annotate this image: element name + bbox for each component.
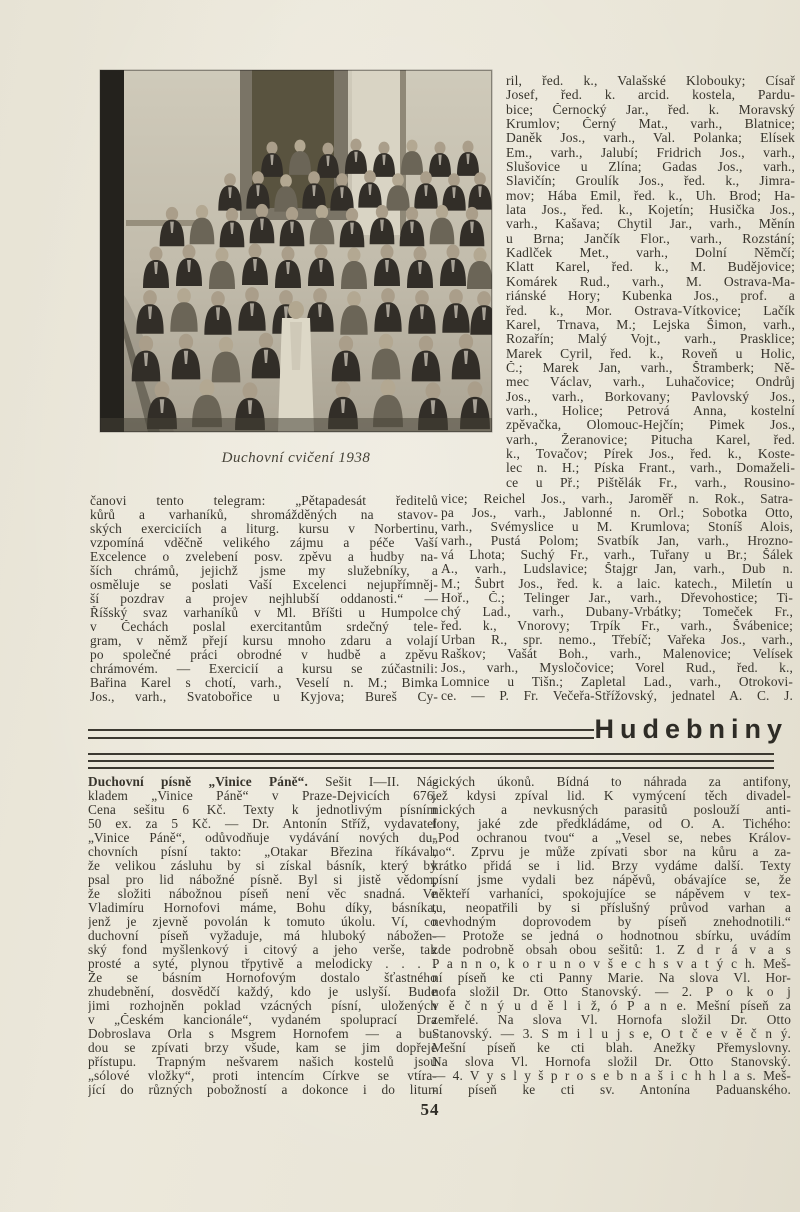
text-line: někteří varhaníci, spokojujíce se nápěvem v tex- [432, 887, 791, 901]
top-right-column [506, 74, 795, 490]
text-line: ce u Př.; Pištělák Fr., varh., Rousino- [506, 475, 795, 490]
text-line: k., Tovačov; Pírek Jos., řed. k., Koste- [506, 446, 795, 461]
text-line: riánské Hory; Kubenka Jos., prof. a [506, 289, 795, 304]
text-line: Stanovský. — 3. S m i l u j s e, O t č e v ě č n ý. [432, 1027, 791, 1041]
text-line: tu, neopatřili by si příslušný průvod varhan a [432, 901, 791, 915]
text-line: — Protože se jedná o hodnotnou sbírku, uvádím [432, 929, 791, 943]
mid-left-column [90, 494, 438, 704]
text-line: Na slova Vl. Hornofa složil Dr. Otto Stanovský. [432, 1055, 791, 1069]
text-line: varh., Kašava; Chytil Jar., varh., Měnín [506, 217, 795, 232]
text-line: Daněk Jos., varh., Val. Polanka; Elísek [506, 131, 795, 146]
text-line: u Brna; Jančík Flor., varh., Rozstání; [506, 231, 795, 246]
text-line: kladem „Vinice Páně“ v Praze-Dejvicích 676. [88, 789, 437, 803]
text-line: jimi rozhojněn poklad vzácných písní, uložených [88, 999, 437, 1013]
text-line: varh., Svémyslice u M. Krumlova; Stoníš Alois, [441, 520, 793, 535]
text-line: „Pod ochranou tvou“ a „Vesel se, nebes Králov- [432, 831, 791, 845]
text-line: varh., Pustá Polom; Svatbík Jan, varh., Hrozno- [441, 534, 793, 549]
lead-line [88, 775, 437, 789]
bottom-left-lines [88, 789, 437, 1097]
text-line: Jos., varh., Mysločovice; Vorel Rud., řed. k., [441, 661, 793, 676]
page-number: 54 [420, 1100, 440, 1119]
text-line: v „Českém kancionále“, vydaném spoluprací Dra [88, 1013, 437, 1027]
text-line: duchovní píseň vyžaduje, má hluboký nábožen- [88, 929, 437, 943]
text-line: Jos., varh., Borkovany; Pavlovský Jos., [506, 389, 795, 404]
text-line: prosté a syté, plynou třpytivě a melodicky . . . . [88, 957, 437, 971]
text-line: varh., Žeranovice; Pitucha Karel, řed. [506, 432, 795, 447]
text-line: po společné práci obrodné v hudbě a zpěvu [90, 648, 438, 662]
text-line: Josef, řed. k. arcid. kostela, Pardu- [506, 88, 795, 103]
text-line: M.; Šubrt Jos., řed. k. a laic. katech., Miletín u [441, 576, 793, 591]
text-line: přístupu. Trapným nešvarem našich kostelů jsou [88, 1055, 437, 1069]
text-line: Em., varh., Jalubí; Fridrich Jos., varh., [506, 145, 795, 160]
right-wide-block [441, 492, 793, 703]
text-line: chrámovém. — Exercicií a kursu se zúčastnili: [90, 662, 438, 676]
text-line: ril, řed. k., Valašské Klobouky; Císař [506, 74, 795, 88]
text-line: ských exerciciích a liturg. kursu v Norbertinu, [90, 522, 438, 536]
text-line: jící do různých pobožností a dokonce i do litur- [88, 1083, 437, 1097]
text-line: A., varh., Ludslavice; Štajgr Jan, varh., Dub n. [441, 562, 793, 577]
text-line: nofa složil Dr. Otto Stanovský. — 2. P o k o j [432, 985, 791, 999]
text-line: ní píseň ke cti Panny Marie. Na slova Vl. Hor- [432, 971, 791, 985]
text-line: krátko přidá se i lid. Brzy vydáme další. Texty [432, 859, 791, 873]
text-line: Kadlček Met., varh., Dolní Němčí; [506, 246, 795, 261]
text-line: Slavičín; Groulík Jos., řed. k., Jimra- [506, 174, 795, 189]
text-line: lata Jos., řed. k., Kojetín; Husička Jos., [506, 203, 795, 218]
text-line: zhudebnění, dosvědčí každý, kdo je uslyší. Bude [88, 985, 437, 999]
text-line: mec Václav, varh., Luhačovice; Ondrůj [506, 375, 795, 390]
text-line: jež kdysi zpíval lid. K vymýcení těch divadel- [432, 789, 791, 803]
text-line: chovních písní takto: „Otakar Březina říkával, [88, 845, 437, 859]
text-line: osměluje se poslati Vaší Excelenci nejupřímněj- [90, 578, 438, 592]
text-line: nických a nevkusných parasitů poslouží anti- [432, 803, 791, 817]
text-line: nevhodným doprovodem by píseň znehodnotili.“ [432, 915, 791, 929]
text-line: že velikou zásluhu by si získal básník, který by [88, 859, 437, 873]
text-line: fony, jaké zde předkládáme, od O. A. Tichého: [432, 817, 791, 831]
lead-rest-text: Sešit I—II. Ná- [307, 775, 437, 789]
divider-rule [88, 760, 774, 762]
text-line: Krumlov; Černý Mat., varh., Blatnice; [506, 117, 795, 132]
text-line: Urban R., spr. nemo., Třebíč; Vařeka Jos., varh., [441, 632, 793, 647]
text-line: zpěvačka, Olomouc-Hejčín; Pimek Jos., [506, 418, 795, 433]
bottom-right-column [432, 775, 791, 1097]
text-line: ší pozdrav a projev nejhlubší oddanosti.“ — [90, 592, 438, 606]
text-line: Slušovice u Zlína; Gadas Jos., varh., [506, 160, 795, 175]
text-line: čanovi tento telegram: „Pětapadesát ředitelů [90, 494, 438, 508]
text-line: řed. k., Mor. Ostrava-Vítkovice; Lačík [506, 303, 795, 318]
text-line: ní píseň ke cti sv. Antonína Paduanského. [432, 1083, 791, 1097]
text-line: zde podrobně obsah obou sešitů: 1. Z d r á v a s [432, 943, 791, 957]
divider-rule [88, 753, 774, 755]
text-line: varh., Holice; Petrová Anna, kostelní [506, 403, 795, 418]
text-line: vá Lhota; Suchý Fr., varh., Tuřany u Br.; Šálek [441, 548, 793, 563]
text-line: — 4. V y s l y š p r o s e b n a š i c h h l a s. Meš- [432, 1069, 791, 1083]
text-line: gram, v němž přejí kursu mnoho zdaru a volají [90, 634, 438, 648]
text-line: jenž je zjevně povolán k tomuto úkolu. Ví, co [88, 915, 437, 929]
text-line: dou se zpívati brzy všude, kam se jim dopřeje [88, 1041, 437, 1055]
text-line: Č.; Marek Jan, varh., Štramberk; Ně- [506, 360, 795, 375]
text-line: „Vinice Páně“, odůvodňuje vydávání nových du- [88, 831, 437, 845]
photo-caption: Duchovní cvičení 1938 [221, 450, 371, 466]
text-line: v Čechách poslal exercitantům srdečný tele- [90, 620, 438, 634]
text-line: Raškov; Vašát Boh., varh., Malenovice; Velísek [441, 647, 793, 662]
text-line: Cena sešitu 6 Kč. Texty k jednotlivým písním [88, 803, 437, 817]
text-line: Hoř., Č.; Telinger Jar., varh., Dřevohostice; Ti- [441, 590, 793, 605]
text-line: ce. — P. Fr. Večeřa-Střížovský, jednatel A. C. J. [441, 689, 793, 704]
text-line: Bařina Karel s chotí, varh., Veselí n. M.; Bimka [90, 676, 438, 690]
group-photo-illustration [100, 70, 492, 432]
text-line: pa Jos., varh., Jablonné n. Orl.; Sobotka Otto, [441, 506, 793, 521]
text-line: řed. k., Vnorovy; Trpík Fr., varh., Švábenice; [441, 618, 793, 633]
group-photo [100, 70, 492, 432]
priest-figure [278, 301, 314, 432]
text-line: Že se básním Hornofovým dostalo šťastného [88, 971, 437, 985]
text-line: Dobroslava Orla s Msgrem Hornofem — a bu- [88, 1027, 437, 1041]
text-line: lec n. H.; Píska Frant., varh., Domaželi- [506, 461, 795, 476]
text-line: ších chrámů, jejichž jsme my služebníky, a [90, 564, 438, 578]
text-line: psal pro lid nábožné písně. Byl si jistě vědom, [88, 873, 437, 887]
text-line: Říšský svaz varhaníků v Ml. Bříšti u Humpolce [90, 606, 438, 620]
text-line: že složiti nábožnou píseň není věc snadná. Ve [88, 887, 437, 901]
text-line: Komárek Rud., varh., M. Ostrava-Ma- [506, 274, 795, 289]
text-line: P a n n o, k o r u n o v š e c h s v a t ý c h. Meš- [432, 957, 791, 971]
divider-rule [88, 767, 774, 769]
text-line: Rozařín; Malý Vojt., varh., Prasklice; [506, 332, 795, 347]
text-line: kůrů a varhaníků, shromážděných na stavov- [90, 508, 438, 522]
bottom-left-column [88, 775, 437, 1097]
text-line: ský fond myšlenkový i citový a jeho verše, tak [88, 943, 437, 957]
text-line: „sólové vložky“, proti intencím Církve se vtíra- [88, 1069, 437, 1083]
text-line: vzpomíná vděčně velikého zájmu a péče Vaší [90, 536, 438, 550]
text-line: bice; Černocký Jar., řed. k. Moravský [506, 102, 795, 117]
text-line: Lomnice u Tišn.; Zapletal Lad., varh., Otrokovi- [441, 675, 793, 690]
text-line: Klatt Karel, řed. k., M. Budějovice; [506, 260, 795, 275]
section-heading: Hudebniny [594, 714, 788, 744]
text-line: Mešní píseň ke cti blah. Anežky Přemyslovny. [432, 1041, 791, 1055]
text-line: chý Lad., varh., Dubany-Vrbátky; Tomeček Fr., [441, 604, 793, 619]
text-line: mov; Hába Emil, řed. k., Uh. Brod; Ha- [506, 188, 795, 203]
text-line: v ě č n ý u d ě l i ž, ó P a n e. Mešní píseň za [432, 999, 791, 1013]
text-line: Marek Cyril, řed. k., Roveň u Holic, [506, 346, 795, 361]
text-line: Karel, Trnava, M.; Lejska Šimon, varh., [506, 317, 795, 332]
text-line: písní jsme vydali bez nápěvů, obávajíce se, že [432, 873, 791, 887]
text-line: no“. Zprvu je může zpívati sbor na kůru a za- [432, 845, 791, 859]
text-line: Jos., varh., Svatobořice u Kyjova; Bureš Cy- [90, 690, 438, 704]
lead-bold-text: Duchovní písně „Vinice Páně“. [88, 775, 308, 789]
text-line: zemřelé. Na slova Vl. Hornofa složil Dr. Otto [432, 1013, 791, 1027]
text-line: 50 ex. za 5 Kč. — Dr. Antonín Stříž, vydavatel [88, 817, 437, 831]
text-line: gických úkonů. Bídná to náhrada za antifony, [432, 775, 791, 789]
text-line: Excelence o zvelebení posv. zpěvu a hudby na- [90, 550, 438, 564]
text-line: Vladimíru Hornofovi máme, Bohu díky, básníka, [88, 901, 437, 915]
text-line: vice; Reichel Jos., varh., Jaroměř n. Rok., Satra- [441, 492, 793, 506]
